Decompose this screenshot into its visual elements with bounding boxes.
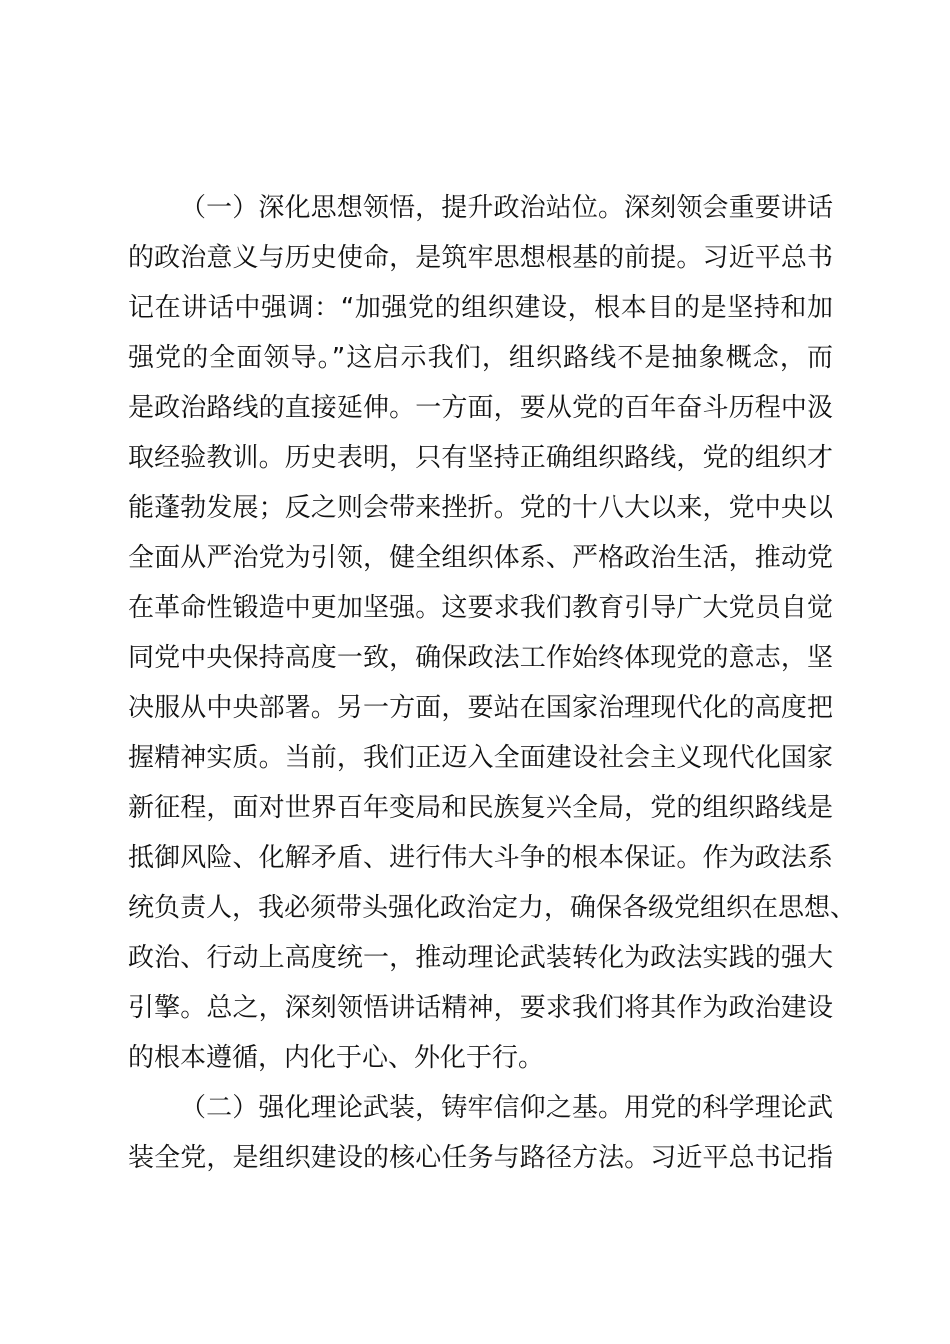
text-line: 是政治路线的直接延伸。一方面，要从党的百年奋斗历程中汲 bbox=[128, 393, 833, 423]
text-line: 记在讲话中强调：“加强党的组织建设，根本目的是坚持和加 bbox=[128, 293, 833, 323]
text-line: 强党的全面领导。”这启示我们，组织路线不是抽象概念，而 bbox=[128, 343, 833, 373]
text-line: 的政治意义与历史使命，是筑牢思想根基的前提。习近平总书 bbox=[128, 243, 833, 273]
text-line: 取经验教训。历史表明，只有坚持正确组织路线，党的组织才 bbox=[128, 443, 833, 473]
text-line: 握精神实质。当前，我们正迈入全面建设社会主义现代化国家 bbox=[128, 743, 833, 773]
text-line: 统负责人，我必须带头强化政治定力，确保各级党组织在思想、 bbox=[128, 893, 857, 923]
text-line: 同党中央保持高度一致，确保政法工作始终体现党的意志，坚 bbox=[128, 643, 833, 673]
text-line: （二）强化理论武装，铸牢信仰之基。用党的科学理论武 bbox=[180, 1093, 833, 1123]
text-line: 在革命性锻造中更加坚强。这要求我们教育引导广大党员自觉 bbox=[128, 593, 833, 623]
text-line: 全面从严治党为引领，健全组织体系、严格政治生活，推动党 bbox=[128, 543, 833, 573]
text-line: 抵御风险、化解矛盾、进行伟大斗争的根本保证。作为政法系 bbox=[128, 843, 833, 873]
text-line: 的根本遵循，内化于心、外化于行。 bbox=[128, 1043, 545, 1073]
text-line: 装全党，是组织建设的核心任务与路径方法。习近平总书记指 bbox=[128, 1143, 833, 1173]
text-line: （一）深化思想领悟，提升政治站位。深刻领会重要讲话 bbox=[180, 193, 833, 223]
text-line: 决服从中央部署。另一方面，要站在国家治理现代化的高度把 bbox=[128, 693, 833, 723]
text-line: 新征程，面对世界百年变局和民族复兴全局，党的组织路线是 bbox=[128, 793, 833, 823]
text-line: 能蓬勃发展；反之则会带来挫折。党的十八大以来，党中央以 bbox=[128, 493, 833, 523]
text-line: 引擎。总之，深刻领悟讲话精神，要求我们将其作为政治建设 bbox=[128, 993, 833, 1023]
text-line: 政治、行动上高度统一，推动理论武装转化为政法实践的强大 bbox=[128, 943, 833, 973]
